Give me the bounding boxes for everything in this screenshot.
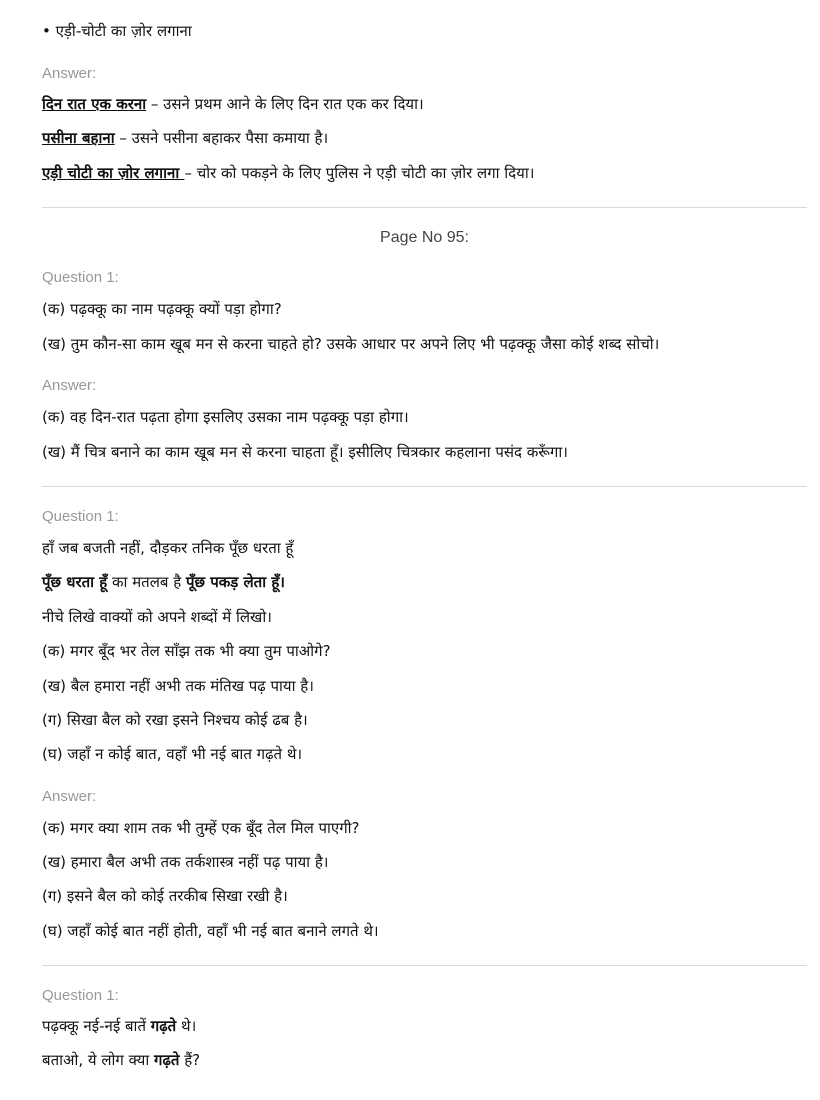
divider [42,207,807,208]
meaning-connector: का मतलब है [107,573,186,591]
answer-line: (क) मगर क्या शाम तक भी तुम्हें एक बूँद तेल मिल पाएगी? [42,819,360,837]
text-fragment: थे। [176,1017,197,1035]
answer-line: (क) वह दिन-रात पढ़ता होगा इसलिए उसका नाम पढ़क्कू पड़ा होगा। [42,408,409,426]
answer-line [42,127,328,149]
bullet-item: • एड़ी-चोटी का ज़ोर लगाना [42,22,192,40]
idiom-phrase: एड़ी चोटी का ज़ोर लगाना [42,164,185,182]
idiom-phrase: दिन रात एक करना [42,95,147,113]
question-label: Question 1: [42,508,119,525]
bold-phrase: पूँछ पकड़ लेता हूँ। [185,573,285,591]
answer-line: (ख) हमारा बैल अभी तक तर्कशास्त्र नहीं पढ़ पाया है। [42,853,329,871]
divider [42,486,807,487]
divider [42,965,807,966]
question-line: (क) पढ़क्कू का नाम पढ़क्कू क्यों पड़ा होगा? [42,300,282,318]
question-line [42,1049,200,1071]
text-fragment: बताओ, ये लोग क्या [42,1051,154,1069]
answer-line: (घ) जहाँ कोई बात नहीं होती, वहाँ भी नई बात बनाने लगते थे। [42,922,379,940]
bold-phrase: पूँछ धरता हूँ [42,573,108,591]
idiom-sentence: – उसने प्रथम आने के लिए दिन रात एक कर दिया। [146,95,424,113]
idiom-sentence: – उसने पसीना बहाकर पैसा कमाया है। [114,129,329,147]
question-label: Question 1: [42,269,119,286]
answer-label: Answer: [42,65,97,82]
instruction-line: नीचे लिखे वाक्यों को अपने शब्दों में लिखो। [42,608,272,626]
question-item: (घ) जहाँ न कोई बात, वहाँ भी नई बात गढ़ते थे। [42,745,303,763]
text-fragment: हैं? [179,1051,201,1069]
idiom-sentence: – चोर को पकड़ने के लिए पुलिस ने एड़ी चोटी का ज़ोर लगा दिया। [184,164,535,182]
question-label: Question 1: [42,987,119,1004]
meaning-line [42,571,285,593]
question-item: (क) मगर बूँद भर तेल साँझ तक भी क्या तुम पाओगे? [42,642,331,660]
answer-line: (ख) मैं चित्र बनाने का काम खूब मन से करना चाहता हूँ। इसीलिए चित्रकार कहलाना पसंद करूँगा। [42,443,568,461]
answer-label: Answer: [42,377,97,394]
question-line [42,1015,196,1037]
text-fragment: पढ़क्कू नई-नई बातें [42,1017,151,1035]
answer-line [42,162,534,184]
question-line: (ख) तुम कौन-सा काम खूब मन से करना चाहते हो? उसके आधार पर अपने लिए भी पढ़क्कू जैसा कोई शब्द सोचो। [42,335,660,353]
idiom-phrase: पसीना बहाना [42,129,115,147]
question-item: (ग) सिखा बैल को रखा इसने निश्चय कोई ढब है। [42,711,308,729]
question-item: (ख) बैल हमारा नहीं अभी तक मंतिख पढ़ पाया है। [42,677,314,695]
answer-line: (ग) इसने बैल को कोई तरकीब सिखा रखी है। [42,887,288,905]
answer-line [42,93,424,115]
answer-label: Answer: [42,788,97,805]
bold-word: गढ़ते [154,1051,180,1069]
page-number: Page No 95: [380,229,469,246]
poem-line: हाँ जब बजती नहीं, दौड़कर तनिक पूँछ धरता हूँ [42,539,294,557]
bold-word: गढ़ते [150,1017,177,1035]
